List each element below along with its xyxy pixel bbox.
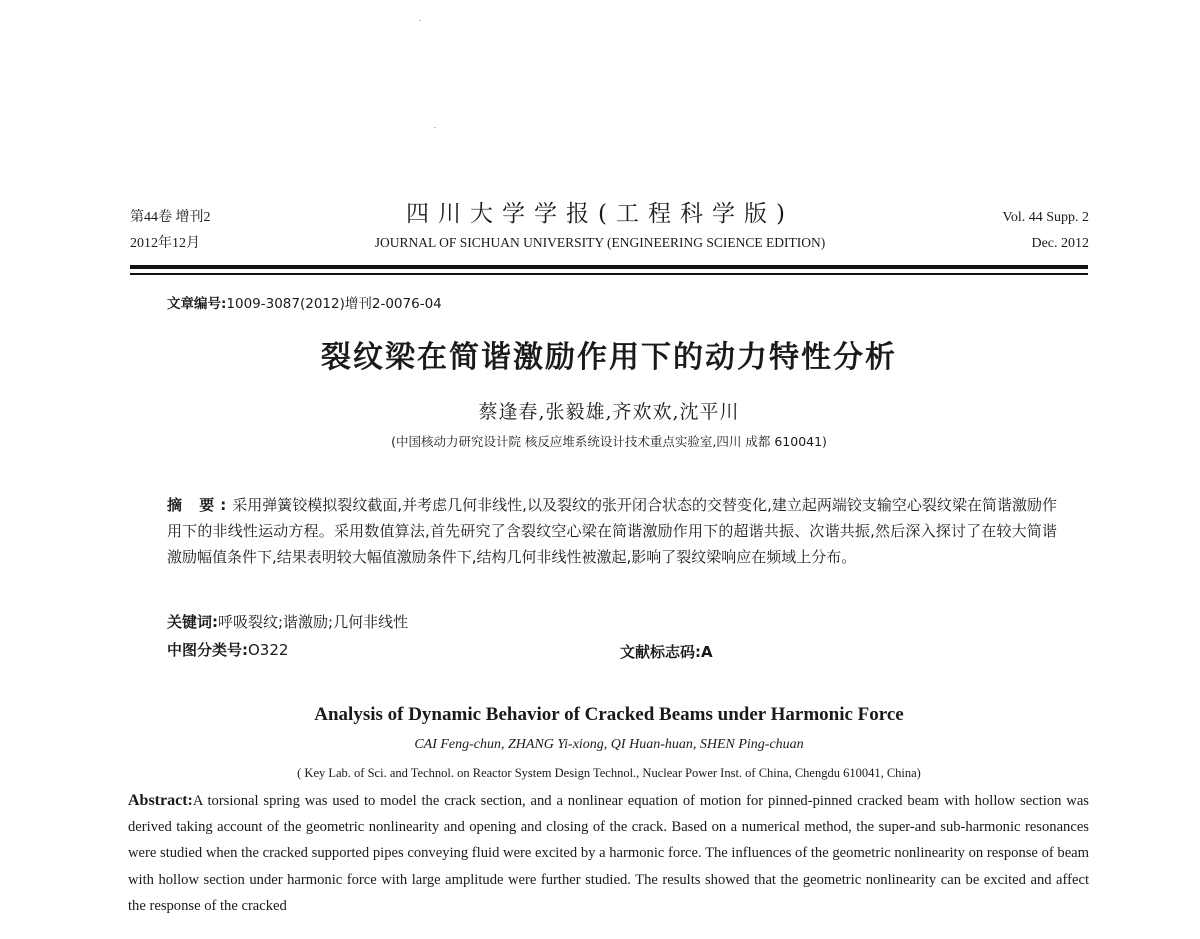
article-number <box>167 294 442 314</box>
authors-cn: 蔡逢春,张毅雄,齐欢欢,沈平川 <box>478 401 740 423</box>
header-right <box>1003 205 1089 257</box>
scan-speck <box>419 20 421 21</box>
scan-speck <box>434 127 436 128</box>
header-rule-thick <box>130 265 1088 269</box>
header-center <box>330 198 870 254</box>
clc-label: 中图分类号: <box>167 641 248 659</box>
doc-code-value: A <box>701 643 713 661</box>
article-number-label: 文章编号: <box>167 296 227 312</box>
article-number-value: 1009-3087(2012)增刊2-0076-04 <box>226 296 442 312</box>
journal-title-en: JOURNAL OF SICHUAN UNIVERSITY (ENGINEERING SCIENCE EDITION) <box>374 235 826 250</box>
abstract-cn-label: 摘 要: <box>167 496 233 514</box>
abstract-cn-text: 采用弹簧铰模拟裂纹截面,并考虑几何非线性,以及裂纹的张开闭合状态的交替变化,建立起两端铰支输空心裂纹梁在简谐激励作用下的非线性运动方程。采用数值算法,首先研究了含裂纹空心梁在简谐激励作用下的超谐共振、次谐共振,然后深入探讨了在较大简谐激励幅值条件下,结果表明较大幅值激励条件下,结构几何非线性被激起,影响了裂纹梁响应在频域上分布。 <box>167 496 1057 566</box>
clc-number <box>167 638 288 662</box>
article-title-en: Analysis of Dynamic Behavior of Cracked Beams under Harmonic Force <box>314 704 904 725</box>
affiliation-cn: (中国核动力研究设计院 核反应堆系统设计技术重点实验室,四川 成都 610041) <box>391 434 827 449</box>
keywords-cn-label: 关键词: <box>167 613 218 631</box>
clc-value: O322 <box>248 641 289 659</box>
volume-cn: 第44卷 增刊2 <box>130 210 211 225</box>
header-rule-thin <box>130 273 1088 275</box>
abstract-en-label: Abstract: <box>128 792 193 809</box>
article-title-cn: 裂纹梁在简谐激励作用下的动力特性分析 <box>321 340 897 375</box>
date-cn: 2012年12月 <box>130 236 200 251</box>
journal-title-cn: 四川大学学报(工程科学版) <box>406 201 794 227</box>
affiliation-en: ( Key Lab. of Sci. and Technol. on Reactor System Design Technol., Nuclear Power Inst. of China, Chengdu 610041, China) <box>297 766 921 780</box>
abstract-cn <box>167 492 1057 570</box>
doc-code-label: 文献标志码: <box>620 643 701 661</box>
abstract-en-text: A torsional spring was used to model the crack section, and a nonlinear equation of motion for pinned-pinned cracked beam with hollow section was derived taking account of the geometric nonlinearity and opening and closing of the crack. Based on a numerical method, the super-and sub-harmonic resonances were studied when the cracked supported pipes conveying fluid were excited by a harmonic force. The influences of the geometric nonlinearity on response of beam with hollow section under harmonic force with large amplitude were further studied. The results showed that the geometric nonlinearity can be excited and affect the response of the cracked <box>128 793 1089 914</box>
volume-en: Vol. 44 Supp. 2 <box>1002 210 1089 225</box>
keywords-cn-text: 呼吸裂纹;谐激励;几何非线性 <box>218 613 409 631</box>
abstract-en <box>128 788 1089 919</box>
header-left <box>130 205 211 257</box>
keywords-cn <box>167 610 408 634</box>
authors-en: CAI Feng-chun, ZHANG Yi-xiong, QI Huan-huan, SHEN Ping-chuan <box>414 737 804 752</box>
document-code <box>620 640 713 664</box>
date-en: Dec. 2012 <box>1031 236 1089 251</box>
